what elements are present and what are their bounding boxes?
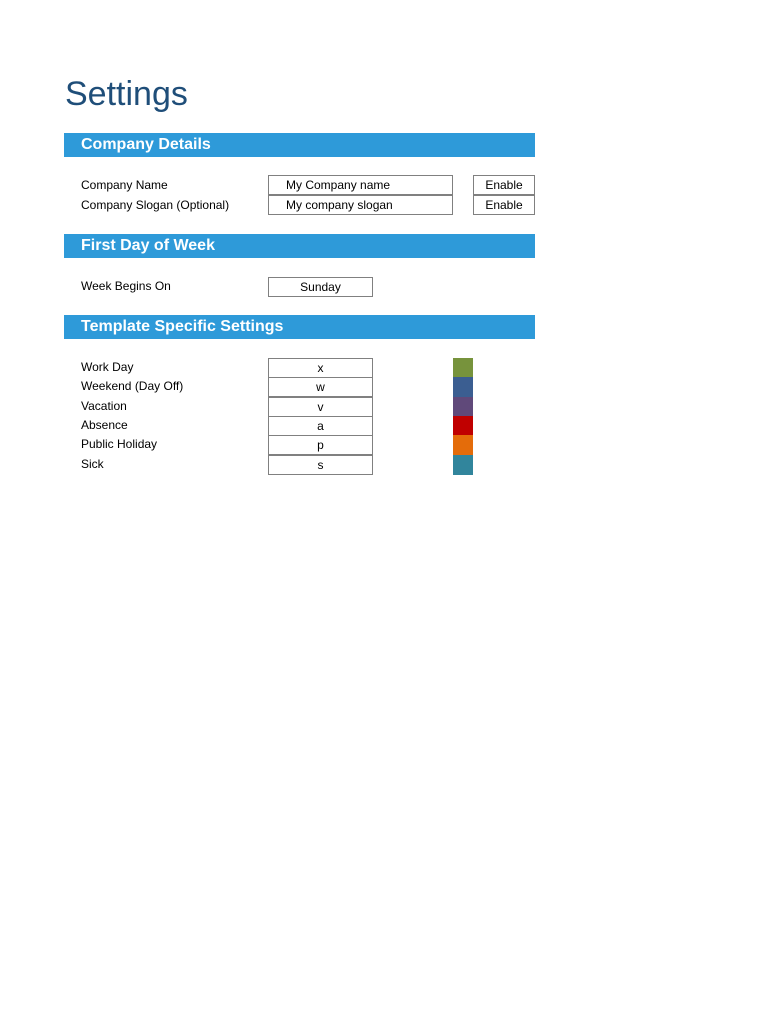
work-day-color-swatch	[453, 358, 473, 378]
company-name-label: Company Name	[81, 178, 168, 192]
public-holiday-label: Public Holiday	[81, 437, 158, 451]
weekend-color-swatch	[453, 377, 473, 397]
weekend-label: Weekend (Day Off)	[81, 379, 184, 393]
week-begins-on-select[interactable]: Sunday	[268, 277, 373, 297]
company-name-field[interactable]: My Company name	[268, 175, 453, 195]
vacation-color-swatch	[453, 397, 473, 417]
public-holiday-code-field[interactable]: p	[268, 435, 373, 455]
sick-code-field[interactable]: s	[268, 455, 373, 475]
company-name-enable-button[interactable]: Enable	[473, 175, 535, 195]
absence-color-swatch	[453, 416, 473, 436]
public-holiday-color-swatch	[453, 435, 473, 455]
absence-code-field[interactable]: a	[268, 416, 373, 436]
company-slogan-field[interactable]: My company slogan	[268, 195, 453, 215]
company-slogan-enable-button[interactable]: Enable	[473, 195, 535, 215]
company-slogan-label: Company Slogan (Optional)	[81, 198, 230, 212]
sick-color-swatch	[453, 455, 473, 475]
section-header-company-details: Company Details	[64, 133, 535, 157]
weekend-code-field[interactable]: w	[268, 377, 373, 397]
work-day-label: Work Day	[81, 360, 134, 374]
page-title: Settings	[65, 75, 188, 113]
work-day-code-field[interactable]: x	[268, 358, 373, 378]
week-begins-on-label: Week Begins On	[81, 279, 171, 293]
vacation-code-field[interactable]: v	[268, 397, 373, 417]
absence-label: Absence	[81, 418, 128, 432]
section-header-first-day-of-week: First Day of Week	[64, 234, 535, 258]
section-header-template-specific-settings: Template Specific Settings	[64, 315, 535, 339]
sick-label: Sick	[81, 457, 104, 471]
vacation-label: Vacation	[81, 399, 127, 413]
